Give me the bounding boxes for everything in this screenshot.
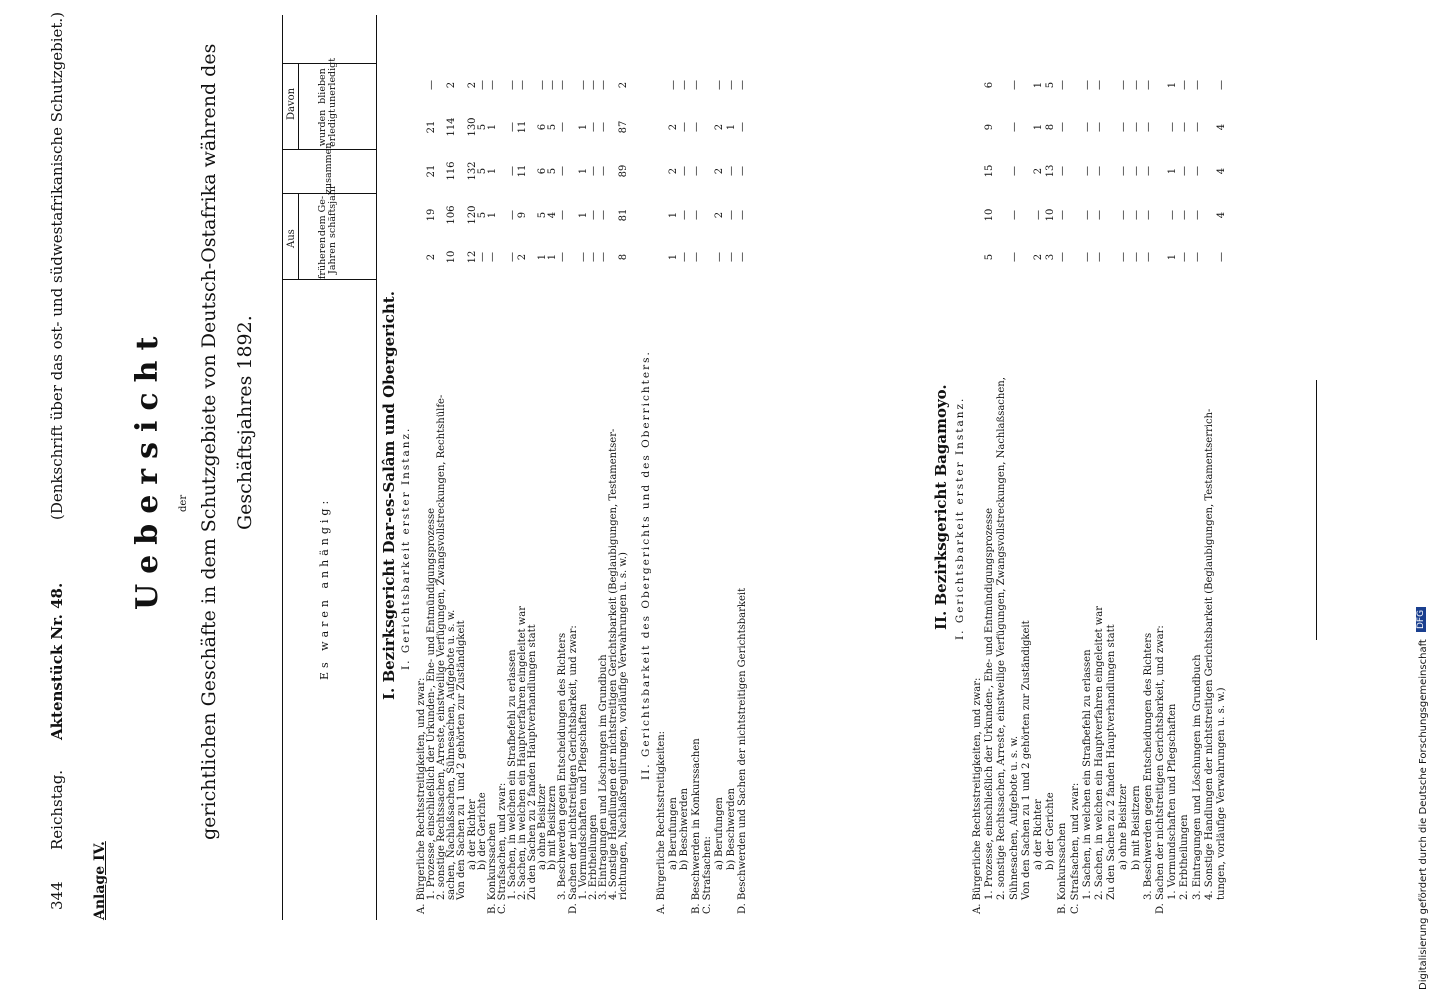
section-1-subtitle: I. Gerichtsbarkeit erster Instanz. xyxy=(400,426,412,670)
row-value: — xyxy=(506,210,518,220)
table-row xyxy=(1045,81,1057,1000)
col-done-header: wurden erledigt xyxy=(317,109,338,147)
row-label: 3. Beschwerden gegen Entscheidungen des Richters xyxy=(557,632,569,900)
row-value: 4 xyxy=(1216,211,1227,219)
row-label: a) der Richter xyxy=(1033,799,1044,870)
row-value: 1 xyxy=(537,253,549,261)
section-1-title: I. Bezirksgericht Dar-es-Salâm und Obergericht. xyxy=(380,291,398,700)
table-row xyxy=(679,80,691,1000)
row-value: — xyxy=(577,252,589,262)
row-label: 1. Prozesse, einschließlich der Urkunden-, Ehe- und Entmündigungsprozesse xyxy=(984,507,996,900)
row-value: — xyxy=(1008,166,1020,176)
table-row xyxy=(702,280,713,1000)
row-value: 2 xyxy=(426,253,438,261)
section-2-title: II. Bezirksgericht Bagamoyo. xyxy=(932,384,950,630)
row-value: — xyxy=(1167,122,1179,132)
row-label: Zu den Sachen zu 2 fanden Hauptverhandlungen statt xyxy=(1106,624,1118,900)
row-value: — xyxy=(1081,210,1093,220)
row-value: 2 xyxy=(446,81,458,89)
col-year-header: dem Ge- schäftsjahr xyxy=(317,184,338,238)
row-value: — xyxy=(506,80,518,90)
table-row xyxy=(996,280,1007,1000)
row-value: 2 xyxy=(1033,253,1044,261)
row-value: — xyxy=(587,210,599,220)
table-top-rule xyxy=(282,15,283,920)
row-value: — xyxy=(1118,122,1130,132)
title-line2: Geschäftsjahres 1892. xyxy=(234,315,256,530)
row-value: — xyxy=(690,252,702,262)
row-value: — xyxy=(517,80,528,90)
row-value: — xyxy=(679,252,691,262)
row-value: 10 xyxy=(446,250,458,264)
row-label: 3. Beschwerden gegen Entscheidungen des Richters xyxy=(1142,632,1154,900)
title-line1: gerichtlichen Geschäfte in dem Schutzgebiete von Deutsch-Ostafrika während des xyxy=(198,43,220,840)
row-value: — xyxy=(1118,252,1130,262)
row-value: — xyxy=(476,80,488,90)
table-row xyxy=(1142,80,1154,1000)
row-label: a) der Richter xyxy=(466,799,478,870)
row-label: A. Bürgerliche Rechtsstreitigkeiten: xyxy=(656,730,667,914)
table-row xyxy=(618,81,629,1000)
row-value: — xyxy=(1130,166,1142,176)
row-value: — xyxy=(1216,80,1227,90)
row-value: 5 xyxy=(547,123,559,131)
row-value: 1 xyxy=(486,211,498,219)
row-value: — xyxy=(476,252,488,262)
row-value: 1 xyxy=(1167,167,1179,175)
row-value: — xyxy=(725,80,737,90)
row-value: — xyxy=(1167,210,1179,220)
row-value: 5 xyxy=(547,167,559,175)
table-row xyxy=(1021,280,1032,1000)
table-row xyxy=(1033,81,1044,1000)
row-value: — xyxy=(587,166,599,176)
row-value: — xyxy=(1179,210,1191,220)
row-value: 1 xyxy=(725,123,737,131)
row-label: 4. Sonstige Handlungen der nichtstreitigen Gerichtsbarkeit (Beglaubigungen, Testamentserrich- xyxy=(1203,408,1215,900)
row-value: 13 xyxy=(1045,164,1057,178)
row-value: 8 xyxy=(1045,123,1057,131)
row-value: — xyxy=(714,80,725,90)
row-value: 5 xyxy=(537,211,549,219)
row-label: b) der Gerichte xyxy=(1045,792,1057,870)
row-label: Zu den Sachen zu 2 fanden Hauptverhandlungen statt xyxy=(527,624,539,900)
row-value: 3 xyxy=(1045,253,1057,261)
row-value: — xyxy=(426,80,438,90)
row-value: 6 xyxy=(537,167,549,175)
row-label: 1. Vormundschaften und Pflegschaften xyxy=(1167,703,1179,900)
row-label: 3. Eintragungen und Löschungen im Grundbuch xyxy=(1191,654,1203,900)
row-value: 9 xyxy=(517,211,528,219)
row-label: B. Beschwerden in Konkurssachen xyxy=(690,738,702,914)
header-right: (Denkschrift über das ost- und südwestafrikanische Schutzgebiet.) xyxy=(48,11,66,520)
row-value: — xyxy=(557,80,569,90)
row-value: — xyxy=(1179,122,1191,132)
row-label: 1. Vormundschaften und Pflegschaften xyxy=(577,703,589,900)
row-value: — xyxy=(1142,80,1154,90)
row-value: — xyxy=(725,210,737,220)
row-value: — xyxy=(1142,166,1154,176)
row-value: 87 xyxy=(618,120,629,134)
row-label: D. Sachen der nichtstreitigen Gerichtsbarkeit, und zwar: xyxy=(567,625,579,914)
row-value: — xyxy=(557,252,569,262)
table-row xyxy=(714,80,725,1000)
row-label: 2. Erbtheilungen xyxy=(587,814,599,900)
table-row xyxy=(1204,280,1215,1000)
section-1b-subtitle: II. Gerichtsbarkeit des Obergerichts und des Oberrichters. xyxy=(640,350,652,780)
row-label: a) ohne Beisitzer xyxy=(1118,784,1130,870)
row-value: — xyxy=(1179,252,1191,262)
row-label: A. Bürgerliche Rechtsstreitigkeiten, und zwar: xyxy=(972,677,983,914)
row-value: — xyxy=(1179,166,1191,176)
row-label: 3. Eintragungen und Löschungen im Grundbuch xyxy=(597,654,609,900)
row-value: 15 xyxy=(984,164,996,178)
row-value: 2 xyxy=(667,123,679,131)
row-value: 19 xyxy=(426,208,438,222)
row-value: — xyxy=(1057,122,1069,132)
row-value: 11 xyxy=(517,164,528,178)
row-value: 12 xyxy=(466,250,478,264)
row-value: 5 xyxy=(984,253,996,261)
es-waren-label: Es waren anhängig: xyxy=(318,496,331,680)
row-label: 1. Prozesse, einschließlich der Urkunden-, Ehe- und Entmündigungsprozesse xyxy=(426,507,438,900)
row-value: — xyxy=(1130,122,1142,132)
annex-label: Anlage IV. xyxy=(92,841,108,920)
row-value: — xyxy=(597,210,609,220)
row-value: — xyxy=(557,122,569,132)
row-label: b) mit Beisitzern xyxy=(1130,785,1142,870)
row-value: — xyxy=(690,122,702,132)
table-row xyxy=(1167,81,1179,1000)
row-value: — xyxy=(1216,252,1227,262)
row-value: 1 xyxy=(1033,81,1044,89)
row-value: 116 xyxy=(446,161,458,181)
row-label: a) ohne Beisitzer xyxy=(537,784,549,870)
row-value: 2 xyxy=(618,81,629,89)
row-value: — xyxy=(679,166,691,176)
row-value: — xyxy=(1094,166,1105,176)
table-row xyxy=(1057,80,1069,1000)
row-value: — xyxy=(667,80,679,90)
row-value: — xyxy=(597,80,609,90)
row-value: 11 xyxy=(517,120,528,134)
row-value: — xyxy=(737,252,749,262)
table-row xyxy=(1118,80,1130,1000)
row-label: 1. Sachen, in welchen ein Strafbefehl zu erlassen xyxy=(1081,649,1093,900)
row-value: — xyxy=(679,210,691,220)
row-value: — xyxy=(1033,210,1044,220)
table-row xyxy=(667,80,679,1000)
row-value: 114 xyxy=(446,117,458,137)
table-row xyxy=(1216,80,1227,1000)
row-value: 5 xyxy=(476,167,488,175)
row-label: sachen, Nachlaßsachen, Sühnesachen, Aufgebote u. s. w. xyxy=(446,609,458,900)
row-value: 6 xyxy=(537,123,549,131)
row-value: — xyxy=(506,122,518,132)
table-row xyxy=(737,80,749,1000)
row-label: B. Konkurssachen xyxy=(486,822,498,914)
table-row xyxy=(690,80,702,1000)
davon-rule xyxy=(298,64,299,150)
row-value: 1 xyxy=(1167,253,1179,261)
table-row xyxy=(1081,80,1093,1000)
row-value: — xyxy=(1081,80,1093,90)
page-number: 344 xyxy=(48,881,66,910)
row-value: 8 xyxy=(618,253,629,261)
row-label: b) der Gerichte xyxy=(476,792,488,870)
row-value: — xyxy=(1191,80,1203,90)
row-value: 106 xyxy=(446,205,458,225)
table-row xyxy=(1008,80,1020,1000)
col-open-header: blieben unerledigt xyxy=(317,57,338,108)
row-value: — xyxy=(506,252,518,262)
document-ref: Aktenstück Nr. 48. xyxy=(48,582,66,740)
row-label: tungen, vorläufige Verwahrungen u. s. w.) xyxy=(1216,687,1227,900)
row-label: B. Konkurssachen xyxy=(1057,822,1069,914)
row-value: 2 xyxy=(714,123,725,131)
table-row xyxy=(1191,80,1203,1000)
row-value: — xyxy=(557,210,569,220)
header-left: Reichstag. xyxy=(48,769,66,850)
row-value: 9 xyxy=(984,123,996,131)
row-value: — xyxy=(690,166,702,176)
row-value: — xyxy=(1118,166,1130,176)
table-row xyxy=(656,280,667,1000)
row-value: 21 xyxy=(426,164,438,178)
row-value: 130 xyxy=(466,117,478,137)
row-value: — xyxy=(506,166,518,176)
row-value: — xyxy=(1008,252,1020,262)
row-value: — xyxy=(1191,122,1203,132)
row-value: 4 xyxy=(1216,123,1227,131)
table-row xyxy=(1070,280,1081,1000)
row-value: — xyxy=(486,252,498,262)
row-label: a) Berufungen xyxy=(667,797,679,870)
row-value: — xyxy=(1118,80,1130,90)
row-label: 4. Sonstige Handlungen der nichtstreitigen Gerichtsbarkeit (Beglaubigungen, Testamentser- xyxy=(607,428,619,900)
row-value: — xyxy=(557,166,569,176)
table-row xyxy=(1179,80,1191,1000)
row-value: 120 xyxy=(466,205,478,225)
row-value: — xyxy=(679,122,691,132)
row-value: 1 xyxy=(577,167,589,175)
row-value: — xyxy=(1179,80,1191,90)
row-label: Von den Sachen zu 1 und 2 gehörten zur Zuständigkeit xyxy=(1020,620,1032,900)
row-value: — xyxy=(1130,80,1142,90)
row-value: — xyxy=(597,122,609,132)
row-value: — xyxy=(1142,122,1154,132)
row-value: — xyxy=(737,210,749,220)
row-value: 1 xyxy=(667,253,679,261)
row-label: 2. Sachen, in welchen ein Hauptverfahren eingeleitet war xyxy=(517,605,528,900)
table-row xyxy=(1094,80,1105,1000)
row-value: — xyxy=(597,252,609,262)
row-value: — xyxy=(737,80,749,90)
row-label: D. Beschwerden und Sachen der nichtstreitigen Gerichtsbarkeit xyxy=(737,587,749,914)
row-value: — xyxy=(1094,122,1105,132)
row-value: — xyxy=(1094,80,1105,90)
row-value: — xyxy=(1130,252,1142,262)
row-value: 4 xyxy=(547,211,559,219)
aus-label: Aus xyxy=(286,229,297,248)
aus-rule xyxy=(298,194,299,280)
row-value: 2 xyxy=(466,81,478,89)
row-value: — xyxy=(486,80,498,90)
row-value: 4 xyxy=(1216,167,1227,175)
row-label: 2. sonstige Rechtssachen, Arreste, einstweilige Verfügungen, Zwangsvollstreckungen, Nachlaßsachen, xyxy=(996,377,1008,900)
end-rule xyxy=(1316,380,1317,640)
row-value: — xyxy=(1094,252,1105,262)
row-value: — xyxy=(587,252,599,262)
section-2-subtitle: I. Gerichtsbarkeit erster Instanz. xyxy=(954,396,966,640)
table-head-rule xyxy=(376,15,377,920)
row-value: — xyxy=(679,80,691,90)
title-der: der xyxy=(178,494,189,512)
row-label: richtungen, Nachlaßregulirungen, vorläufige Verwahrungen u. s. w.) xyxy=(618,552,629,900)
row-value: 2 xyxy=(667,167,679,175)
row-value: — xyxy=(1191,210,1203,220)
table-row xyxy=(1106,280,1117,1000)
row-value: 10 xyxy=(1045,208,1057,222)
row-value: — xyxy=(714,252,725,262)
row-value: 2 xyxy=(714,167,725,175)
table-row xyxy=(1155,280,1166,1000)
row-label: 1. Sachen, in welchen ein Strafbefehl zu erlassen xyxy=(506,649,518,900)
row-value: — xyxy=(597,166,609,176)
row-label: C. Strafsachen, und zwar: xyxy=(496,782,508,914)
row-value: — xyxy=(1191,166,1203,176)
row-label: b) Beschwerden xyxy=(725,788,737,870)
row-value: — xyxy=(1057,80,1069,90)
table-row xyxy=(984,81,996,1000)
row-value: — xyxy=(737,122,749,132)
row-value: 1 xyxy=(667,211,679,219)
row-value: — xyxy=(725,252,737,262)
row-label: D. Sachen der nichtstreitigen Gerichtsbarkeit, und zwar: xyxy=(1155,625,1166,914)
row-value: 6 xyxy=(984,81,996,89)
main-title: Uebersicht xyxy=(130,326,165,610)
table-row xyxy=(725,80,737,1000)
dfg-logo: DFG xyxy=(1416,607,1426,632)
col-prev-header: früheren Jahren xyxy=(317,236,338,280)
row-label: A. Bürgerliche Rechtsstreitigkeiten, und zwar: xyxy=(416,677,427,914)
row-value: 5 xyxy=(476,211,488,219)
row-value: 81 xyxy=(618,208,629,222)
row-label: Von den Sachen zu 1 und 2 gehörten zur Zuständigkeit xyxy=(456,620,468,900)
row-label: b) mit Beisitzern xyxy=(547,785,559,870)
row-value: — xyxy=(1142,252,1154,262)
row-value: 5 xyxy=(476,123,488,131)
row-value: — xyxy=(1057,210,1069,220)
row-value: 1 xyxy=(577,211,589,219)
row-value: — xyxy=(1081,252,1093,262)
row-value: 5 xyxy=(1045,81,1057,89)
row-value: — xyxy=(1057,252,1069,262)
row-value: 1 xyxy=(1167,81,1179,89)
row-label: 2. Sachen, in welchen ein Hauptverfahren eingeleitet war xyxy=(1094,605,1105,900)
row-label: b) Beschwerden xyxy=(679,788,691,870)
row-label: C. Strafsachen: xyxy=(702,836,714,914)
row-value: 132 xyxy=(466,161,478,181)
digitization-note: Digitalisierung gefördert durch die Deutsche Forschungsgemeinschaft xyxy=(1418,639,1429,990)
row-value: — xyxy=(547,80,559,90)
row-value: — xyxy=(1130,210,1142,220)
row-value: — xyxy=(737,166,749,176)
row-value: 2 xyxy=(517,253,528,261)
col-total-header: zusammen xyxy=(323,142,334,194)
row-value: 2 xyxy=(714,211,725,219)
row-value: — xyxy=(587,122,599,132)
row-value: — xyxy=(1094,210,1105,220)
row-value: — xyxy=(1191,252,1203,262)
row-value: — xyxy=(1081,166,1093,176)
davon-label: Davon xyxy=(286,87,297,120)
row-value: — xyxy=(1008,80,1020,90)
row-label: Sühnesachen, Aufgebote u. s. w. xyxy=(1008,736,1020,900)
row-value: — xyxy=(725,166,737,176)
row-label: 2. Erbtheilungen xyxy=(1179,814,1191,900)
row-value: 10 xyxy=(984,208,996,222)
row-value: 1 xyxy=(577,123,589,131)
row-value: — xyxy=(587,80,599,90)
row-value: 1 xyxy=(547,253,559,261)
row-value: 89 xyxy=(618,164,629,178)
row-value: 21 xyxy=(426,120,438,134)
row-value: — xyxy=(577,80,589,90)
row-value: — xyxy=(1008,122,1020,132)
row-value: — xyxy=(537,80,549,90)
row-label: C. Strafsachen, und zwar: xyxy=(1069,782,1081,914)
row-value: — xyxy=(1081,122,1093,132)
row-label: a) Berufungen xyxy=(714,797,725,870)
table-row xyxy=(1130,80,1142,1000)
row-value: 1 xyxy=(486,123,498,131)
row-value: — xyxy=(690,210,702,220)
row-value: — xyxy=(1142,210,1154,220)
row-value: — xyxy=(1008,210,1020,220)
row-value: — xyxy=(1057,166,1069,176)
row-label: 2. sonstige Rechtssachen, Arreste, einstweilige Verfügungen, Zwangsvollstreckungen, Rechtshülfe- xyxy=(436,394,448,900)
row-value: 1 xyxy=(1033,123,1044,131)
row-value: — xyxy=(1118,210,1130,220)
row-value: 2 xyxy=(1033,167,1044,175)
table-row xyxy=(972,280,983,1000)
row-value: 1 xyxy=(486,167,498,175)
row-value: — xyxy=(690,80,702,90)
